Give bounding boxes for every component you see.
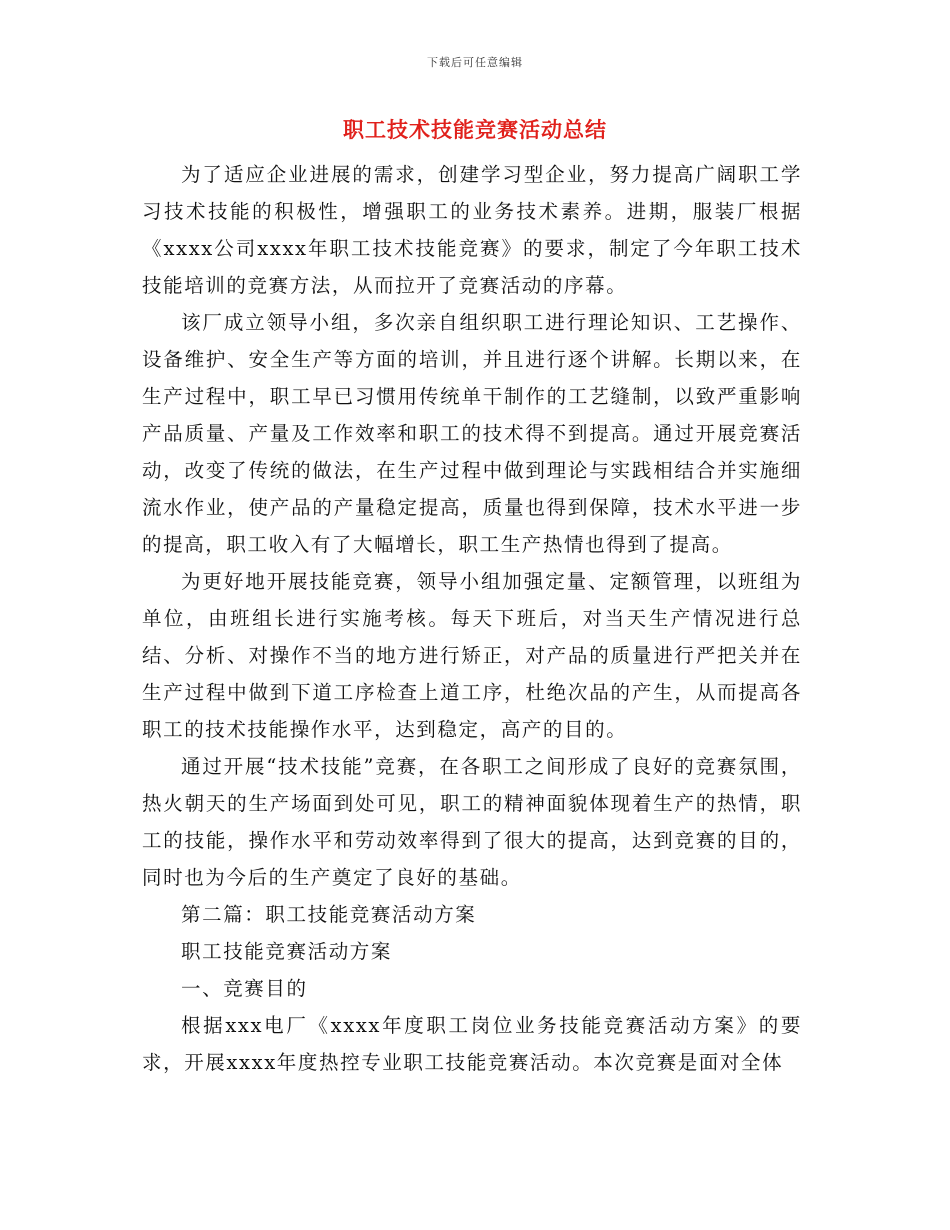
page-header-note: 下载后可任意编辑 bbox=[427, 56, 523, 69]
paragraph-results: 通过开展“技术技能”竞赛，在各职工之间形成了良好的竞赛氛围，热火朝天的生产场面到处可见，职工的精神面貌体现着生产的热情，职工的技能，操作水平和劳动效率得到了很大的提高，达到竞赛的目的，同时也为今后的生产奠定了良好的基础。 bbox=[142, 755, 802, 889]
section-heading-part-two: 第二篇：职工技能竞赛活动方案 bbox=[181, 903, 477, 926]
section-heading-purpose: 一、竞赛目的 bbox=[181, 977, 308, 1000]
paragraph-purpose: 根据xxx电厂《xxxx年度职工岗位业务技能竞赛活动方案》的要求，开展xxxx年度热控专业职工技能竞赛活动。本次竞赛是面对全体 bbox=[142, 1014, 802, 1074]
section-subtitle: 职工技能竞赛活动方案 bbox=[181, 940, 393, 963]
document-title: 职工技术技能竞赛活动总结 bbox=[343, 117, 607, 142]
document-body bbox=[142, 156, 802, 1081]
paragraph-management: 为更好地开展技能竞赛，领导小组加强定量、定额管理，以班组为单位，由班组长进行实施考核。每天下班后，对当天生产情况进行总结、分析、对操作不当的地方进行矫正，对产品的质量进行严把关并在生产过程中做到下道工序检查上道工序，杜绝次品的产生，从而提高各职工的技术技能操作水平，达到稳定，高产的目的。 bbox=[142, 570, 802, 741]
paragraph-intro: 为了适应企业进展的需求，创建学习型企业，努力提高广阔职工学习技术技能的积极性，增强职工的业务技术素养。进期，服装厂根据《xxxx公司xxxx年职工技术技能竞赛》的要求，制定了今年职工技术技能培训的竞赛方法，从而拉开了竞赛活动的序幕。 bbox=[142, 163, 802, 297]
paragraph-training: 该厂成立领导小组，多次亲自组织职工进行理论知识、工艺操作、设备维护、安全生产等方面的培训，并且进行逐个讲解。长期以来，在生产过程中，职工早已习惯用传统单干制作的工艺缝制，以致严重影响产品质量、产量及工作效率和职工的技术得不到提高。通过开展竞赛活动，改变了传统的做法，在生产过程中做到理论与实践相结合并实施细流水作业，使产品的产量稳定提高，质量也得到保障，技术水平进一步的提高，职工收入有了大幅增长，职工生产热情也得到了提高。 bbox=[142, 311, 802, 556]
